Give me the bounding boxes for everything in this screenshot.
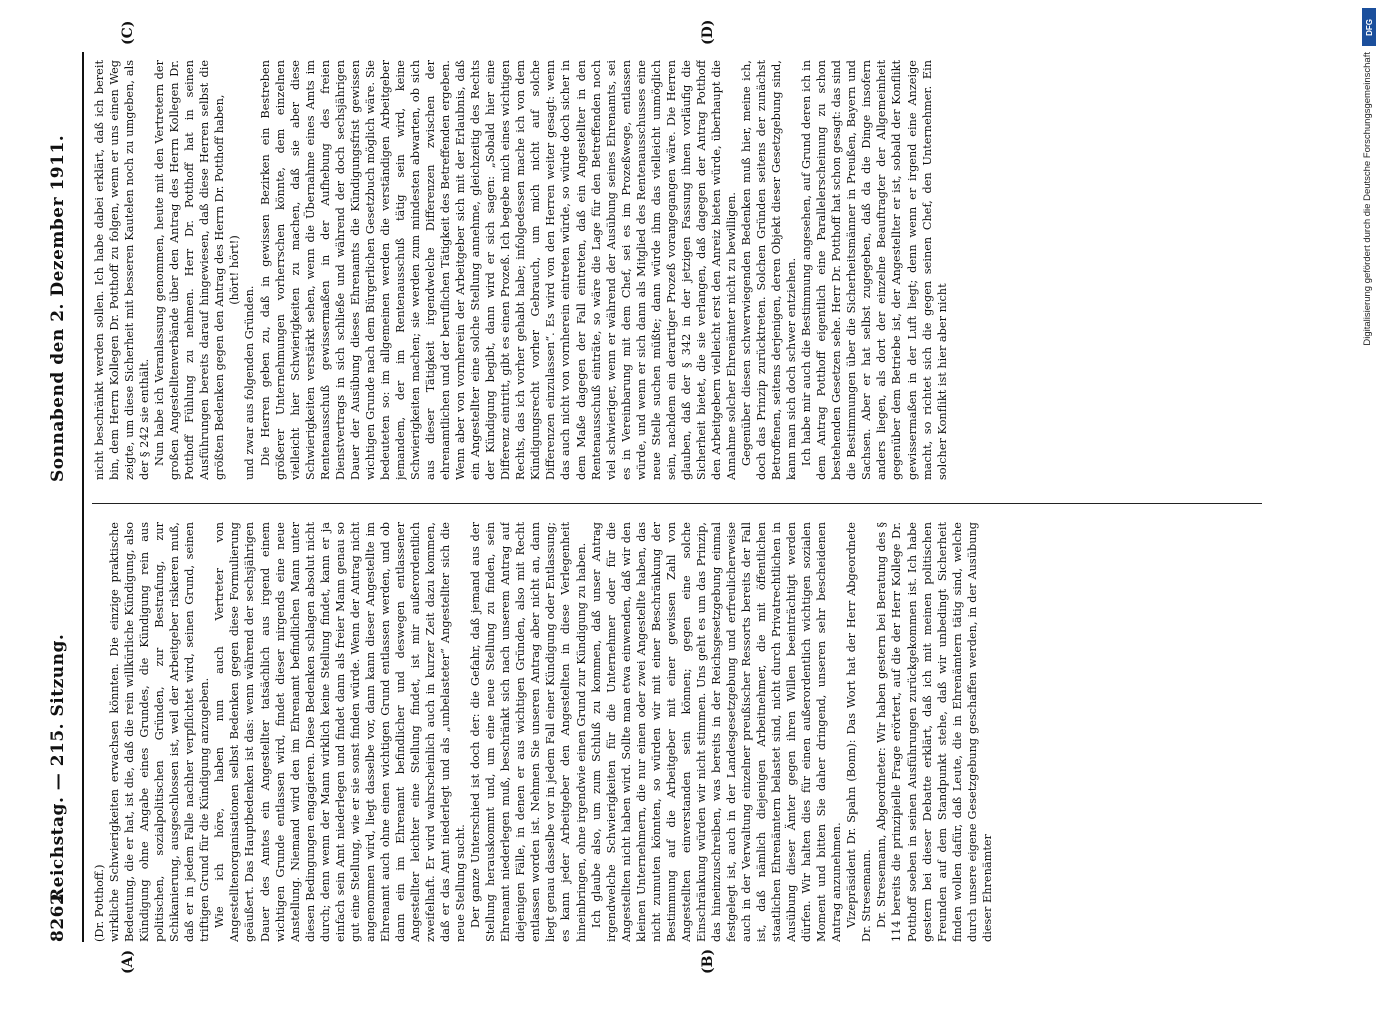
paragraph: und zwar aus folgenden Gründen. — [243, 285, 257, 480]
column-divider — [92, 503, 1262, 504]
header-rule — [82, 52, 84, 942]
page-header — [48, 42, 78, 942]
left-column — [92, 522, 1302, 942]
speaker-tag: (Dr. Potthoff.) — [93, 864, 106, 942]
speaker-paragraph: Dr. Stresemann, Abgeordneter: Wir haben gestern bei Beratung des § 114 bereits die prinzipielle Frage erörtert, auf die der Herr Kollege Dr. Potthoff soeben in seinen Ausführungen zurückgekommen ist. Ich habe gestern bei dieser Debatte erklärt, daß ich mit meinen politischen Freunden auf dem Standpunkt stehe, daß wir unbedingt Sicherheit finden wollen dafür, daß Leute, die in Ehrenämtern tätig sind, welche durch unsere eigene Gesetzgebung geschaffen werden, in der Ausübung dieser Ehrenämter — [875, 522, 994, 942]
dfg-logo: DFG — [1362, 8, 1376, 46]
paragraph: Der ganze Unterschied ist doch der: die Gefahr, daß jemand aus der Stellung herauskommt und, um eine neue Stellung zu finden, sein Ehrenamt niederlegen muß, beschränkt sich nach unserem Antrag auf diejenigen Fälle, in denen er aus wichtigen Gründen, also mit Recht entlassen worden ist. Nehmen Sie unseren Antrag aber nicht an, dann liegt genau dasselbe vor in jedem Fall einer Kündigung oder Entlassung; es kann jeder Arbeitgeber den Angestellten in diese Verlegenheit hineinbringen, ohne irgendwie einen Grund zur Kündigung zu haben. — [469, 522, 588, 942]
header-date: Sonnabend den 2. Dezember 1911. — [48, 134, 68, 482]
interjection: (hört! hört!) — [228, 235, 242, 305]
paragraph: Gegenüber diesen schwerwiegenden Bedenken muß hier, meine ich, doch das Prinzip zurücktreten. Solchen Gründen seitens der zunächst Betroffenen, seitens derjenigen, deren Objekt dieser Gesetzgebung sind, kann man sich doch schwer entziehen. — [740, 60, 799, 480]
page-number: 8262 — [48, 892, 68, 942]
margin-marker-d: (D) — [700, 19, 716, 45]
paragraph: Nun habe ich Veranlassung genommen, heute mit den Vertretern der großen Angestelltenverbände über den Antrag des Herrn Kollegen Dr. Potthoff Fühlung zu nehmen. Herr Dr. Potthoff hat in seinen Ausführungen bereits darauf hingewiesen, daß diese Herren selbst die größten Bedenken gegen den Antrag des Herrn Dr. Potthoff haben, — [153, 60, 227, 480]
paragraph: Wie ich höre, haben nun auch Vertreter von Angestelltenorganisationen selbst Bedenken gegen diese Formulierung geäußert. Das Hauptbedenken ist das: wenn während der sechsjährigen Dauer des Amtes ein Angestellter tatsächlich aus irgend einem wichtigen Grunde entlassen wird, findet dieser nirgends eine neue Anstellung. Niemand wird den im Ehrenamt befindlichen Mann unter diesen Bedingungen engagieren. Diese Bedenken schlagen absolut nicht durch; denn wenn der Mann wirklich keine Stellung findet, kann er ja einfach sein Amt niederlegen und findet dann als freier Mann genau so gut eine Stellung, wie er sie sonst finden würde. Wenn der Antrag nicht angenommen wird, liegt dasselbe vor, dann kann dieser Angestellte im Ehrenamt auch ohne einen wichtigen Grund entlassen werden, und ob dann ein im Ehrenamt befindlicher und deswegen entlassener Angestellter leichter eine Stellung findet, ist mir außerordentlich zweifelhaft. Er wird wahrscheinlich auch in kurzer Zeit dazu kommen, daß er das Amt niederlegt und als „unbelasteter“ Angestellter sich die neue Stellung sucht. — [213, 522, 468, 942]
paragraph: nicht beschränkt werden sollen. Ich habe dabei erklärt, daß ich bereit bin, dem Herrn Kollegen Dr. Potthoff zu folgen, wenn er uns einen Weg zeigte, um diese Sicherheit mit besseren Kautelen noch zu umgeben, als der § 242 sie enthält. — [93, 60, 152, 480]
margin-marker-b: (B) — [700, 948, 716, 974]
paragraph: wirkliche Schwierigkeiten erwachsen könnten. Die einzige praktische Bedeutung, die er hat, ist die, daß die rein willkürliche Kündigung, also Kündigung ohne Angabe eines Grundes, die Kündigung rein aus politischen, sozialpolitischen Gründen, zur Bestrafung, zur Schikanierung, ausgeschlossen ist, weil der Arbeitgeber riskieren muß, daß er in jedem Falle nachher verpflichtet wird, seinen Grund, seinen triftigen Grund für die Kündigung anzugeben. — [108, 522, 212, 942]
header-title: Reichstag. — 215. Sitzung. — [48, 633, 68, 902]
paragraph: Ich habe mir auch die Bestimmung angesehen, auf Grund deren ich in dem Antrag Potthoff eigentlich eine Parallelerscheinung zu schon bestehenden Gesetzen sehe. Herr Dr. Potthoff hat schon gesagt: das sind die Bestimmungen über die Sicherheitsmänner in Preußen, Bayern und Sachsen. Aber er hat selbst zugegeben, daß da die Dinge insofern anders liegen, als dort der einzelne Beauftragter der Allgemeinheit gegenüber dem Betriebe ist, der Angestellter er ist, sobald der Konflikt gewissermaßen in der Luft liegt; denn wenn er irgend eine Anzeige macht, so richtet sich die gegen seinen Chef, den Unternehmer. Ein solcher Konflikt ist hier aber nicht — [800, 60, 949, 480]
paragraph: Die Herren geben zu, daß in gewissen Bezirken ein Bestreben größerer Unternehmungen vorherrschen könnte, dem einzelnen vielleicht hier Schwierigkeiten zu machen, daß sie aber diese Schwierigkeiten verstärkt sehen, wenn die Übernahme eines Amts im Rentenausschuß gewissermaßen in der Aufhebung des freien Dienstvertrags in sich schließe und während der doch sechsjährigen Dauer der Ausübung dieses Ehrenamts die Kündigungsfrist gewissen wichtigen Grunde nach dem Bürgerlichen Gesetzbuch möglich wäre. Sie bedeuteten so: im allgemeinen werden die verständigen Arbeitgeber jemandem, der im Rentenausschuß tätig sein wird, keine Schwierigkeiten machen; sie werden zum mindesten abwarten, ob sich aus dieser Tätigkeit irgendwelche Differenzen zwischen der ehrenamtlichen und der beruflichen Tätigkeit des Betreffenden ergeben. Wenn aber von vornherein der Arbeitgeber sich mit der Erlaubnis, daß ein Angestellter eine solche Stellung annehme, gleichzeitig des Rechts der Kündigung begibt, dann wird er sich sagen: „Sobald hier eine Differenz eintritt, gibt es einen Prozeß. Ich begebe mich eines wichtigen Rechts, das ich vorher gehabt habe; infolgedessen mache ich von dem Kündigungsrecht vorher Gebrauch, um mich nicht auf solche Differenzen einzulassen“. Es wird von den Herren weiter gesagt: wenn das auch nicht von vornherein eintreten würde, so würde doch sicher in dem Maße dagegen der Fall eintreten, daß ein Angestellter in den Rentenausschuß einträte, so wäre die Lage für den Betreffenden noch viel schwieriger, wenn er während der Ausübung seines Ehrenamts, sei es in Vereinbarung mit dem Chef, sei es im Prozeßwege, entlassen würde, und wenn er sich dann als Mitglied des Rentenausschusses eine neue Stelle suchen müßte; dann würde ihm das vielleicht unmöglich sein, nachdem ein derartiger Prozeß vorangegangen wäre. Die Herren glauben, daß der § 342 in der jetzigen Fassung ihnen vorläufig die Sicherheit bietet, die sie verlangen, daß dagegen der Antrag Potthoff den Arbeitgebern vielleicht erst den Anreiz bieten würde, überhaupt die Annahme solcher Ehrenämter nicht zu bewilligen. — [258, 60, 738, 480]
digitization-credit: Digitalisierung gefördert durch die Deutsche Forschungsgemeinschaft — [1362, 52, 1373, 346]
margin-marker-c: (C) — [120, 20, 136, 45]
right-column — [92, 60, 1302, 480]
margin-marker-a: (A) — [120, 949, 136, 974]
paragraph: Ich glaube also, um zum Schluß zu kommen, daß unser Antrag irgendwelche Schwierigkeiten für die Unternehmer oder für die Angestellten nicht haben wird. Sollte man etwa einwenden, daß wir den kleinen Unternehmern, die nur einen oder zwei Angestellte haben, das nicht zumuten könnten, so würden wir mit einer Beschränkung der Bestimmung auf die Arbeitgeber mit einer gewissen Zahl von Angestellten einverstanden sein können; gegen eine solche Einschränkung würden wir nicht stimmen. Uns geht es um das Prinzip, das hineinzuschreiben, was bereits in der Reichsgesetzgebung einmal festgelegt ist, auch in der Landesgesetzgebung und erfreulicherweise auch in der Verwaltung einzelner preußischer Ressorts bereits der Fall ist, daß nämlich diejenigen Arbeitnehmer, die mit öffentlichen staatlichen Ehrenämtern belastet sind, nicht durch Privatrechtlichen in Ausübung dieser Ämter gegen ihren Willen beeinträchtigt werden dürfen. Wir halten dies für einen außerordentlich wichtigen sozialen Moment und bitten Sie daher dringend, unseren sehr bescheidenen Antrag anzunehmen. — [589, 522, 844, 942]
president-remark: Vizepräsident Dr. Spahn (Bonn): Das Wort hat der Herr Abgeordnete Dr. Stresemann. — [845, 522, 874, 942]
